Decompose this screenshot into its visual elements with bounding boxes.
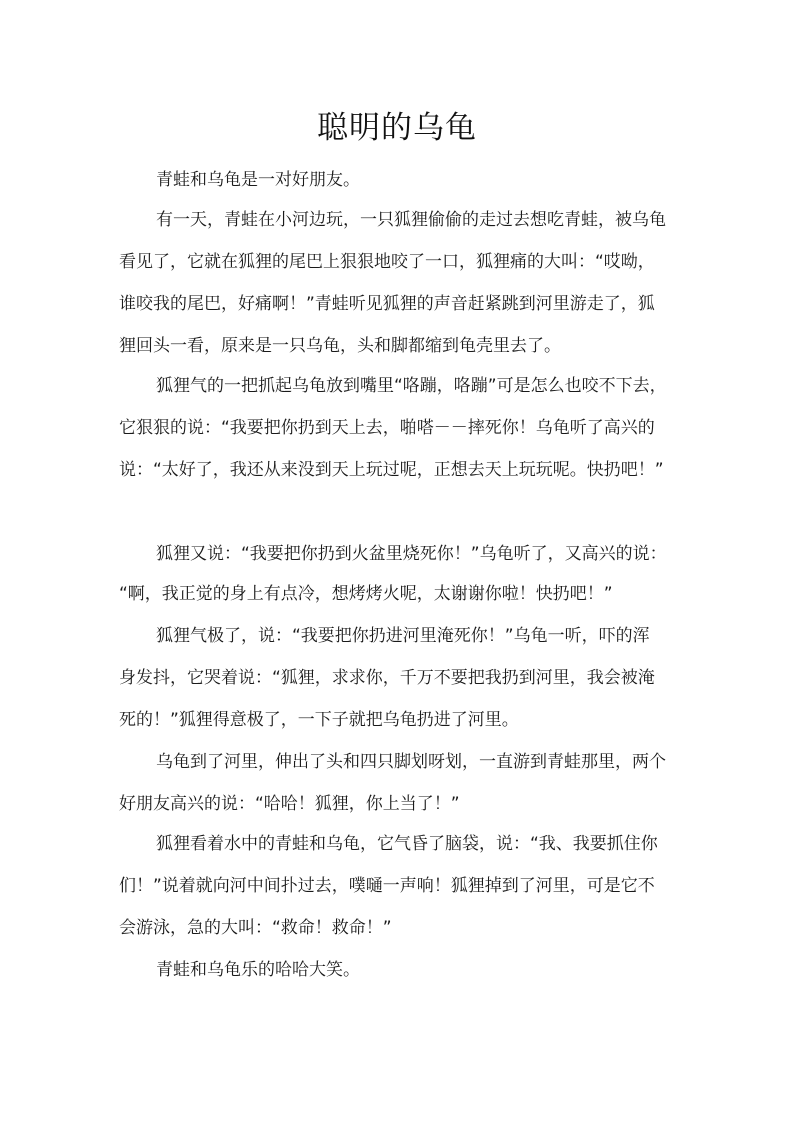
paragraph-line: 它狠狠的说：“我要把你扔到天上去，啪嗒－－摔死你！乌龟听了高兴的 bbox=[119, 418, 655, 438]
paragraph-line: 有一天，青蛙在小河边玩，一只狐狸偷偷的走过去想吃青蛙，被乌龟 bbox=[156, 210, 666, 230]
paragraph-line: 狐狸气极了，说：“我要把你扔进河里淹死你！”乌龟一听，吓的浑 bbox=[156, 626, 650, 646]
paragraph-line: 青蛙和乌龟乐的哈哈大笑。 bbox=[156, 960, 360, 980]
paragraph-line: 们！”说着就向河中间扑过去，噗嗵一声响！狐狸掉到了河里，可是它不 bbox=[119, 876, 655, 896]
paragraph-line: 好朋友高兴的说：“哈哈！狐狸，你上当了！” bbox=[119, 794, 460, 814]
page-title: 聪明的乌龟 bbox=[317, 110, 477, 146]
paragraph-line: 死的！”狐狸得意极了，一下子就把乌龟扔进了河里。 bbox=[119, 710, 519, 730]
paragraph-line: 乌龟到了河里，伸出了头和四只脚划呀划，一直游到青蛙那里，两个 bbox=[156, 752, 666, 772]
paragraph-line: 会游泳，急的大叫：“救命！救命！” bbox=[119, 918, 392, 938]
paragraph-line: 看见了，它就在狐狸的尾巴上狠狠地咬了一口，狐狸痛的大叫：“哎呦， bbox=[119, 252, 655, 272]
paragraph-line: “啊，我正觉的身上有点冷，想烤烤火呢，太谢谢你啦！快扔吧！” bbox=[119, 584, 613, 604]
paragraph-line: 青蛙和乌龟是一对好朋友。 bbox=[156, 170, 360, 190]
paragraph-line: 狐狸气的一把抓起乌龟放到嘴里“咯蹦，咯蹦”可是怎么也咬不下去， bbox=[156, 376, 667, 396]
paragraph-line: 身发抖，它哭着说：“狐狸，求求你，千万不要把我扔到河里，我会被淹 bbox=[119, 668, 655, 688]
paragraph-line: 狸回头一看，原来是一只乌龟，头和脚都缩到龟壳里去了。 bbox=[119, 336, 561, 356]
paragraph-line: 狐狸看着水中的青蛙和乌龟，它气昏了脑袋，说：“我、我要抓住你 bbox=[156, 834, 658, 854]
paragraph-line: 狐狸又说：“我要把你扔到火盆里烧死你！”乌龟听了，又高兴的说： bbox=[156, 544, 667, 564]
paragraph-line: 说：“太好了，我还从来没到天上玩过呢，正想去天上玩玩呢。快扔吧！” bbox=[119, 460, 664, 480]
paragraph-line: 谁咬我的尾巴，好痛啊！”青蛙听见狐狸的声音赶紧跳到河里游走了，狐 bbox=[119, 294, 655, 314]
